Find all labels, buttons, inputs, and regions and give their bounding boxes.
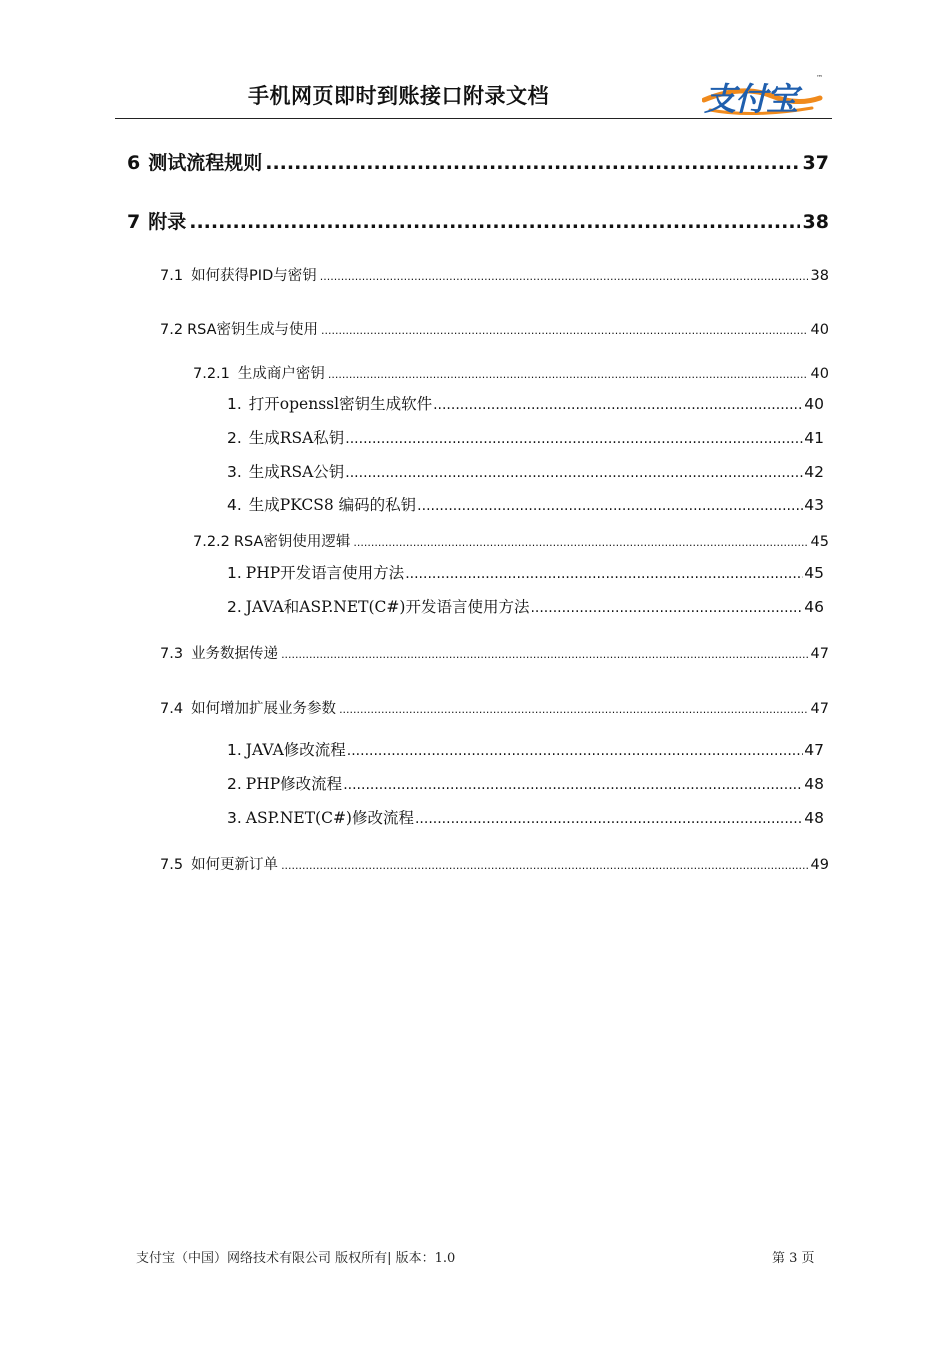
toc-entry-page: 37	[802, 152, 829, 174]
toc-entry-title: 生成商户密钥	[237, 366, 325, 382]
toc-dot-leader	[345, 465, 803, 481]
toc-entry[interactable]	[160, 642, 829, 663]
toc-entry[interactable]	[160, 853, 829, 874]
toc-entry-page: 45	[810, 534, 829, 550]
toc-entry[interactable]	[227, 595, 824, 617]
toc-entry-number: 6	[127, 152, 141, 174]
alipay-logo	[702, 74, 824, 116]
toc-entry-title: 生成RSA公钥	[248, 463, 345, 481]
toc-dot-leader	[347, 743, 803, 759]
toc-entry-number: 7.2	[160, 322, 184, 338]
footer-copyright: 支付宝（中国）网络技术有限公司 版权所有| 版本：1.0	[136, 1251, 456, 1266]
toc-entry-page: 38	[810, 268, 829, 284]
toc-entry-title: ASP.NET(C#)修改流程	[245, 809, 414, 827]
toc-dot-leader	[433, 397, 803, 413]
toc-entry[interactable]	[227, 738, 824, 760]
toc-entry-number: 7.2.1	[193, 366, 230, 382]
toc-entry-number: 2.	[227, 429, 242, 447]
toc-entry-page: 40	[810, 366, 829, 382]
toc-entry-page: 47	[810, 701, 829, 717]
toc-dot-leader	[530, 600, 803, 616]
toc-entry[interactable]	[227, 392, 824, 414]
toc-entry-number: 1.	[227, 741, 242, 759]
toc-entry[interactable]	[227, 561, 824, 583]
toc-entry-number: 2.	[227, 775, 242, 793]
toc-entry-number: 7.1	[160, 268, 184, 284]
toc-entry-page: 48	[804, 809, 824, 827]
toc-entry-title: RSA密钥生成与使用	[187, 322, 319, 338]
toc-entry[interactable]	[227, 460, 824, 482]
toc-dot-leader	[281, 859, 807, 872]
toc-entry-title: 如何更新订单	[191, 857, 279, 873]
toc-entry-title: 如何增加扩展业务参数	[191, 701, 337, 717]
toc-entry[interactable]	[160, 697, 829, 718]
toc-entry-page: 47	[810, 646, 829, 662]
toc-entry-number: 3.	[227, 809, 242, 827]
document-title: 手机网页即时到账接口附录文档	[248, 84, 549, 108]
toc-entry-number: 7	[127, 211, 141, 233]
toc-dot-leader	[417, 498, 803, 514]
toc-dot-leader	[265, 152, 799, 174]
toc-entry-number: 4.	[227, 496, 242, 514]
toc-entry-title: 测试流程规则	[148, 152, 263, 174]
toc-entry[interactable]	[227, 493, 824, 515]
toc-entry[interactable]	[160, 264, 829, 285]
toc-entry-page: 41	[804, 429, 824, 447]
toc-entry-page: 49	[810, 857, 829, 873]
toc-entry-page: 48	[804, 775, 824, 793]
toc-entry-page: 42	[804, 463, 824, 481]
footer-page-number: 第 3 页	[772, 1251, 815, 1266]
toc-dot-leader	[320, 270, 808, 283]
toc-entry-number: 1.	[227, 564, 242, 582]
header-divider	[115, 118, 832, 119]
toc-entry-page: 40	[810, 322, 829, 338]
toc-entry-number: 7.4	[160, 701, 184, 717]
toc-dot-leader	[321, 324, 808, 337]
toc-entry-page: 43	[804, 496, 824, 514]
toc-entry[interactable]	[193, 530, 829, 551]
toc-entry[interactable]	[193, 362, 829, 383]
toc-entry-number: 7.3	[160, 646, 184, 662]
toc-dot-leader	[339, 703, 807, 716]
toc-entry-title: PHP修改流程	[245, 775, 343, 793]
toc-entry-title: 生成PKCS8 编码的私钥	[248, 496, 417, 514]
toc-entry[interactable]	[160, 318, 829, 339]
toc-entry-page: 40	[804, 395, 824, 413]
toc-entry-number: 2.	[227, 598, 242, 616]
toc-entry-title: JAVA修改流程	[245, 741, 346, 759]
toc-dot-leader	[343, 777, 803, 793]
toc-entry[interactable]	[127, 207, 829, 234]
toc-entry-page: 45	[804, 564, 824, 582]
toc-entry-number: 7.5	[160, 857, 184, 873]
toc-entry-number: 3.	[227, 463, 242, 481]
toc-entry-page: 47	[804, 741, 824, 759]
toc-dot-leader	[281, 648, 807, 661]
toc-entry[interactable]	[227, 426, 824, 448]
toc-entry-number: 1.	[227, 395, 242, 413]
toc-entry-title: PHP开发语言使用方法	[245, 564, 405, 582]
toc-dot-leader	[328, 368, 808, 381]
toc-entry-title: 打开openssl密钥生成软件	[248, 395, 433, 413]
toc-dot-leader	[353, 536, 807, 549]
toc-entry[interactable]	[227, 772, 824, 794]
toc-entry-title: 附录	[148, 211, 187, 233]
toc-entry-title: RSA密钥使用逻辑	[233, 534, 351, 550]
toc-entry[interactable]	[127, 148, 829, 175]
toc-dot-leader	[189, 211, 799, 233]
toc-dot-leader	[345, 431, 803, 447]
toc-entry-title: JAVA和ASP.NET(C#)开发语言使用方法	[245, 598, 530, 616]
toc-entry-title: 业务数据传递	[191, 646, 279, 662]
toc-entry[interactable]	[227, 806, 824, 828]
toc-entry-page: 46	[804, 598, 824, 616]
toc-entry-page: 38	[802, 211, 829, 233]
logo-trademark: ™	[816, 74, 823, 82]
toc-dot-leader	[405, 566, 803, 582]
toc-entry-title: 如何获得PID与密钥	[191, 268, 317, 284]
toc-entry-title: 生成RSA私钥	[248, 429, 345, 447]
toc-dot-leader	[415, 811, 803, 827]
logo-wordmark: 支付宝	[704, 80, 798, 118]
toc-entry-number: 7.2.2	[193, 534, 230, 550]
